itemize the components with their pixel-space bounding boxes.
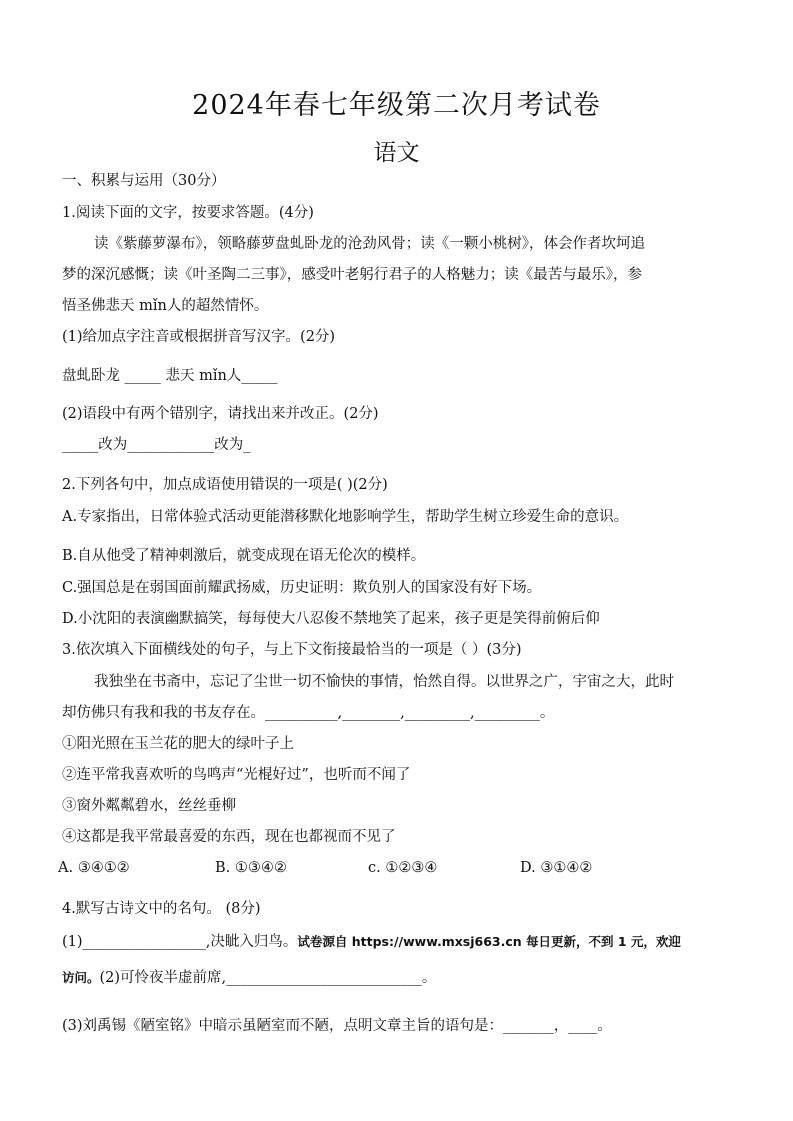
question-1-passage-line: 读《紫藤萝瀑布》，领略藤萝盘虬卧龙的沧劲风骨；读《一颗小桃树》，体会作者坎坷追: [94, 236, 645, 252]
question-3-passage-line: 我独坐在书斋中，忘记了尘世一切不愉快的事情，怡然自得。以世界之广，宇宙之大，此时: [94, 674, 674, 690]
question-2-option: D.小沈阳的表演幽默搞笑，每每使大八忍俊不禁地笑了起来，孩子更是笑得前俯后仰: [62, 611, 600, 627]
question-4-blank-1: (1)_________________,决眦入归鸟。: [62, 934, 298, 950]
exam-subject: 语文: [373, 140, 420, 166]
question-3-item: ④这都是我平常最喜爱的东西，现在也都视而不见了: [62, 829, 396, 845]
question-1-stem: 1.阅读下面的文字，按要求答题。(4分): [62, 205, 314, 221]
question-1-sub2: (2)语段中有两个错别字，请找出来并改正。(2分): [62, 406, 379, 422]
question-2-stem: 2.下列各句中，加点成语使用错误的一项是( )(2分): [62, 477, 388, 493]
question-3-choice-a: A. ③④①②: [58, 860, 130, 876]
promo-text: 试卷源自 https://www.mxsj663.cn 每日更新，不到 1 元，欢迎: [297, 934, 681, 949]
question-3-item: ②连平常我喜欢听的鸟鸣声“光棍好过”，也听而不闻了: [62, 767, 411, 783]
question-2-option: C.强国总是在弱国面前耀武扬威，历史证明：欺负别人的国家没有好下场。: [62, 580, 542, 596]
question-1-sub1-answer: 盘虬卧龙 _____ 悲天 mǐn人_____: [62, 368, 278, 384]
question-1-sub1: (1)给加点字注音或根据拼音写汉字。(2分): [62, 329, 336, 345]
question-1-sub2-answer: _____改为____________改为_: [62, 437, 251, 453]
question-4-blank-2: (2)可怜夜半虚前席,___________________________。: [99, 970, 437, 986]
question-1-passage-line: 悟圣佛悲天 mǐn人的超然情怀。: [62, 298, 269, 314]
question-4-stem: 4.默写古诗文中的名句。 (8分): [62, 901, 261, 917]
question-4-line-3: (3)刘禹锡《陋室铭》中暗示虽陋室而不陋，点明文章主旨的语句是：_______，____。: [62, 1018, 612, 1034]
question-2-option: A.专家指出，日常体验式活动更能潜移默化地影响学生，帮助学生树立珍爱生命的意识。: [62, 509, 629, 525]
question-3-choice-b: B. ①③④②: [215, 860, 287, 876]
question-1-passage-line: 梦的深沉感慨；读《叶圣陶二三事》，感受叶老躬行君子的人格魅力；读《最苦与最乐》，参: [62, 267, 642, 283]
question-3-choice-d: D. ③①④②: [520, 860, 593, 876]
question-3-passage-line: 却仿佛只有我和我的书友存在。__________,________,_________,_________。: [62, 705, 555, 721]
question-3-choice-c: c. ①②③④: [368, 860, 438, 876]
question-3-stem: 3.依次填入下面横线处的句子，与上下文衔接最恰当的一项是（ ）(3分): [62, 642, 522, 658]
question-3-item: ①阳光照在玉兰花的肥大的绿叶子上: [62, 736, 294, 752]
question-4-line-1: [62, 931, 752, 953]
question-4-line-2: [62, 967, 740, 989]
question-3-item: ③窗外粼粼碧水，丝丝垂柳: [62, 798, 236, 814]
exam-title: 2024年春七年级第二次月考试卷: [192, 90, 601, 121]
section-heading: 一、积累与运用（30分）: [62, 173, 226, 189]
promo-text-continued: 访问。: [62, 970, 100, 985]
question-2-option: B.自从他受了精神刺激后，就变成现在语无伦次的模样。: [62, 548, 426, 564]
